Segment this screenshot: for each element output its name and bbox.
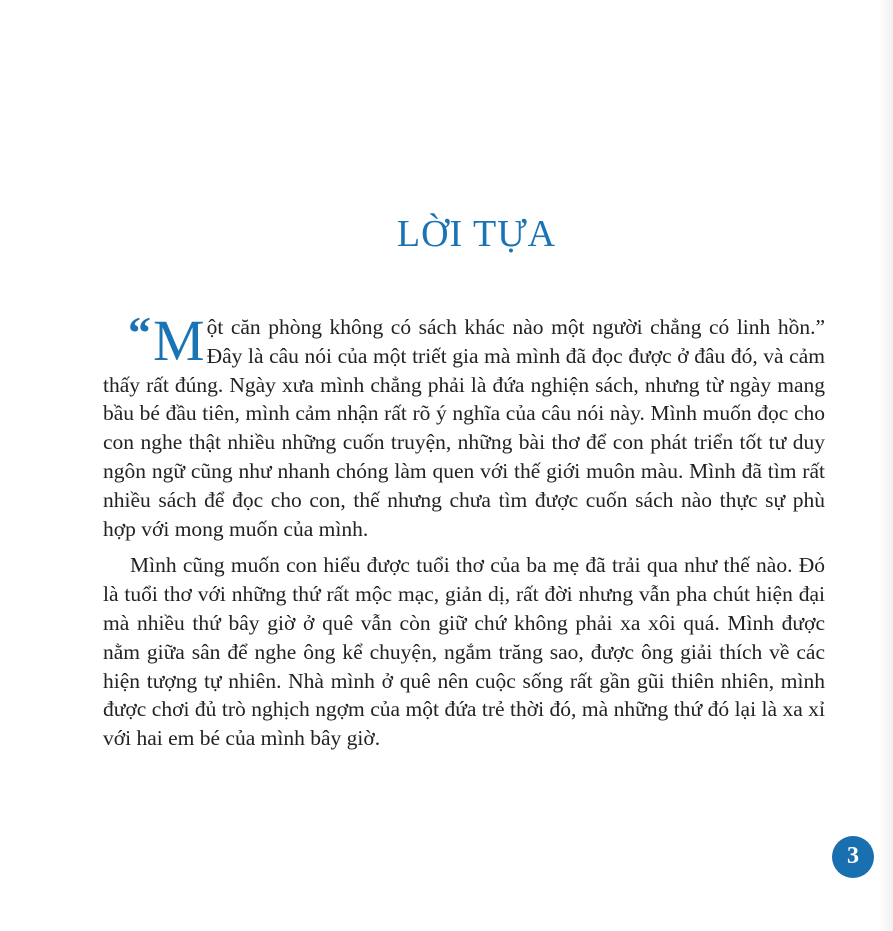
opening-quote-mark: “ [128,307,151,358]
page-gutter-shadow [879,0,893,931]
drop-cap: M [153,308,205,373]
paragraph-1-text: ột căn phòng không có sách khác nào một người chẳng có linh hồn.” Đây là câu nói của một triết gia mà mình đã đọc được ở đâu đó, và cảm thấy rất đúng. Ngày xưa mình chẳng phải là đứa nghiện sách, nhưng từ ngày mang bầu bé đầu tiên, mình cảm nhận rất rõ ý nghĩa của câu nói này. Mình muốn đọc cho con nghe thật nhiều những cuốn truyện, những bài thơ để con phát triển tốt tư duy ngôn ngữ cũng như nhanh chóng làm quen với thế giới muôn màu. Mình đã tìm rất nhiều sách để đọc cho con, thế nhưng chưa tìm được cuốn sách nào thực sự phù hợp với mong muốn của mình. [103,315,825,541]
paragraph-1 [103,307,825,543]
paragraph-2: Mình cũng muốn con hiểu được tuổi thơ của ba mẹ đã trải qua như thế nào. Đó là tuổi thơ với những thứ rất mộc mạc, giản dị, rất đời nhưng vẫn pha chút hiện đại mà nhiều thứ bây giờ ở quê vẫn còn giữ chứ không phải xa xôi quá. Mình được nằm giữa sân để nghe ông kể chuyện, ngắm trăng sao, được ông giải thích về các hiện tượng tự nhiên. Nhà mình ở quê nên cuộc sống rất gần gũi thiên nhiên, mình được chơi đủ trò nghịch ngợm của một đứa trẻ thời đó, mà những thứ đó lại là xa xỉ với hai em bé của mình bây giờ. [103,553,825,751]
page-title: LỜI TỰA [396,213,557,255]
body-text [103,307,825,761]
page-number-badge: 3 [832,836,874,878]
